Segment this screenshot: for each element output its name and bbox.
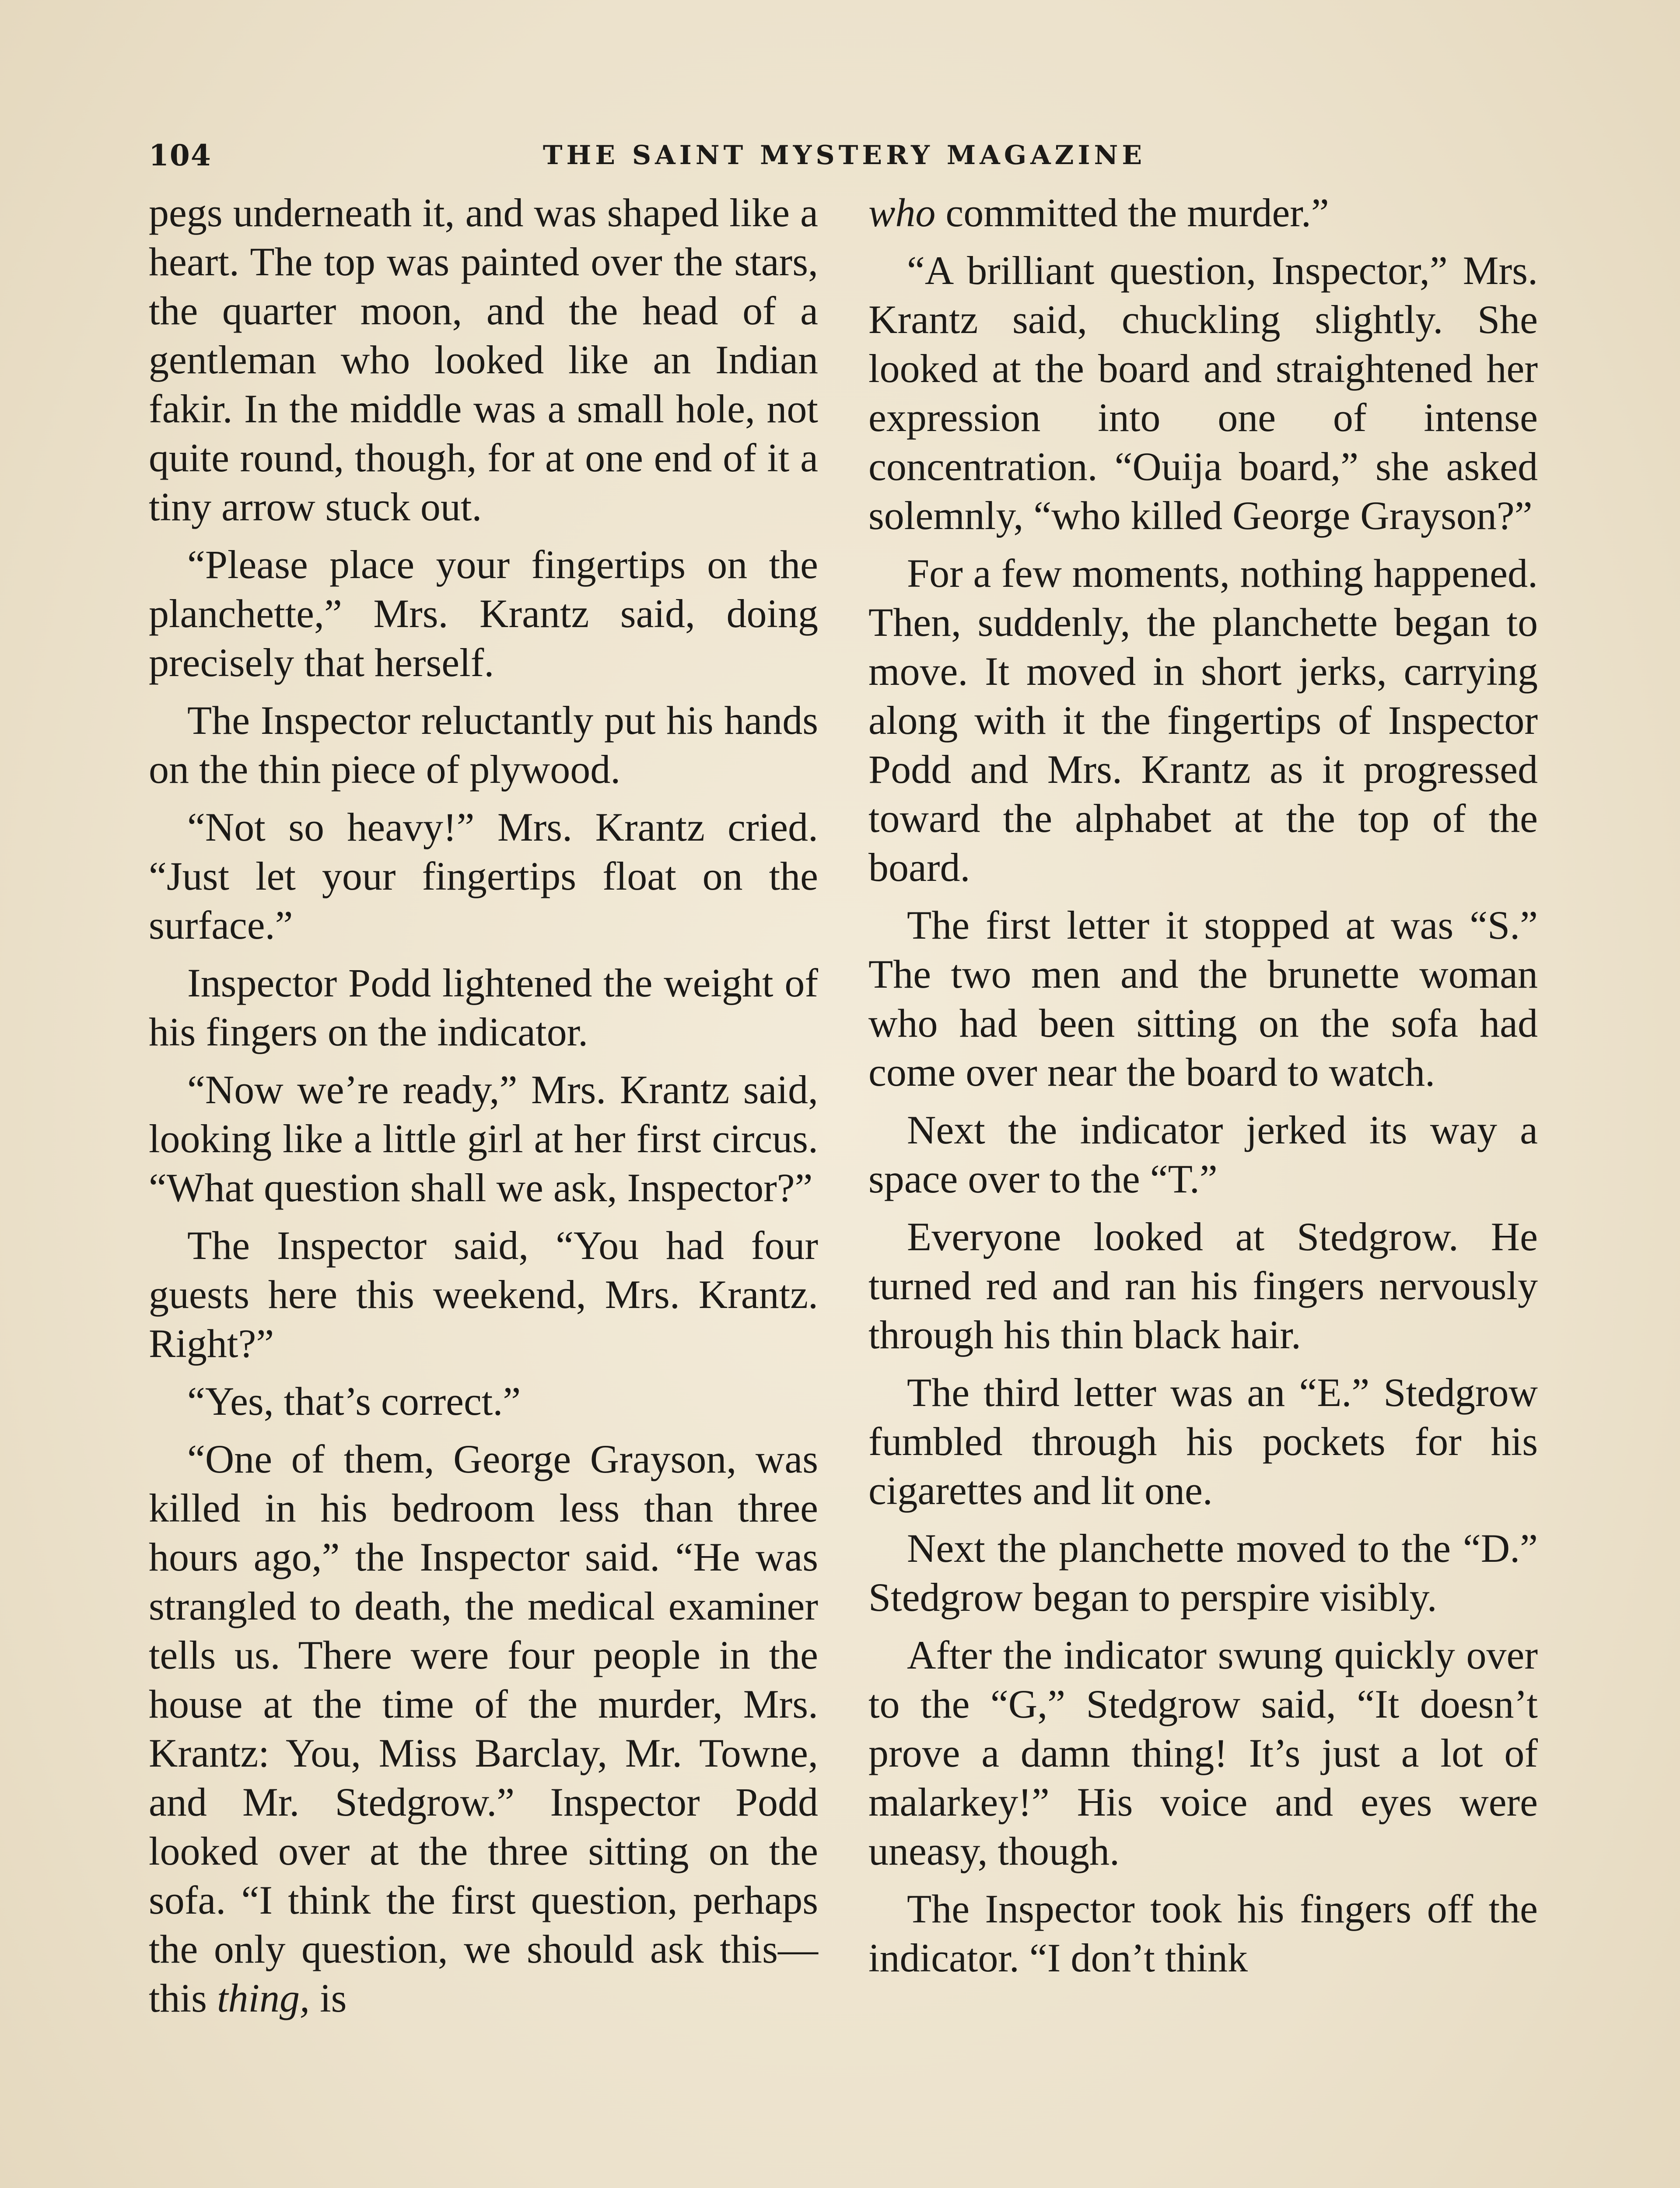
paragraph: The third letter was an “E.” Stedgrow fumbled through his pockets for his cigarettes and lit one. xyxy=(868,1370,1538,1513)
paragraph: The Inspector said, “You had four guests here this weekend, Mrs. Krantz. Right?” xyxy=(149,1223,818,1366)
paragraph: The Inspector took his fingers off the indicator. “I don’t think xyxy=(868,1886,1538,1980)
paragraph: “One of them, George Grayson, was killed in his bedroom less than three hours ago,” the Inspector said. “He was strangled to death, the medical examiner tells us. There were four people in the house at the time of the murder, Mrs. Krantz: You, Miss Barclay, Mr. Towne, and Mr. Stedgrow.” Inspector Podd looked over at the three sitting on the sofa. “I think the first question, perhaps the only question, we should ask this—this thing, is xyxy=(149,1437,818,2020)
paragraph: Inspector Podd lightened the weight of his fingers on the indicator. xyxy=(149,961,818,1054)
left-column xyxy=(149,188,818,2031)
paragraph: who committed the murder.” xyxy=(868,190,1329,235)
right-column xyxy=(868,188,1538,1991)
paragraph: “Yes, that’s correct.” xyxy=(187,1379,521,1424)
paragraph: For a few moments, nothing happened. Then, suddenly, the planchette began to move. It moved in short jerks, carrying along with it the fingertips of Inspector Podd and Mrs. Krantz as it progressed toward the alphabet at the top of the board. xyxy=(868,551,1538,890)
paragraph: Next the indicator jerked its way a space over to the “T.” xyxy=(868,1108,1538,1201)
paragraph: pegs underneath it, and was shaped like a heart. The top was painted over the stars, the quarter moon, and the head of a gentleman who looked like an Indian fakir. In the middle was a small hole, not quite round, though, for at one end of it a tiny arrow stuck out. xyxy=(149,190,818,529)
paragraph: “Not so heavy!” Mrs. Krantz cried. “Just let your fingertips float on the surface.” xyxy=(149,805,818,947)
magazine-title: THE SAINT MYSTERY MAGAZINE xyxy=(542,140,1146,171)
emphasis: thing, xyxy=(217,1976,310,2020)
paragraph: The Inspector reluctantly put his hands on the thin piece of plywood. xyxy=(149,698,818,792)
paragraph: “Now we’re ready,” Mrs. Krantz said, looking like a little girl at her first circus. “What question shall we ask, Inspector?” xyxy=(149,1067,818,1210)
running-head xyxy=(149,131,1540,179)
paragraph: After the indicator swung quickly over to the “G,” Stedgrow said, “It doesn’t prove a damn thing! It’s just a lot of malarkey!” His voice and eyes were uneasy, though. xyxy=(868,1633,1538,1873)
paragraph: Everyone looked at Stedgrow. He turned red and ran his fingers nervously through his thin black hair. xyxy=(868,1214,1538,1357)
page-number: 104 xyxy=(149,138,212,172)
paragraph: “A brilliant question, Inspector,” Mrs. Krantz said, chuckling slightly. She looked at the board and straightened her expression into one of intense concentration. “Ouija board,” she asked solemnly, “who killed George Grayson?” xyxy=(868,248,1538,538)
paragraph: The first letter it stopped at was “S.” The two men and the brunette woman who had been sitting on the sofa had come over near the board to watch. xyxy=(868,903,1538,1094)
emphasis: who xyxy=(868,190,936,235)
paragraph: “Please place your fingertips on the planchette,” Mrs. Krantz said, doing precisely that herself. xyxy=(149,542,818,685)
paragraph: Next the planchette moved to the “D.” Stedgrow began to perspire visibly. xyxy=(868,1526,1538,1620)
